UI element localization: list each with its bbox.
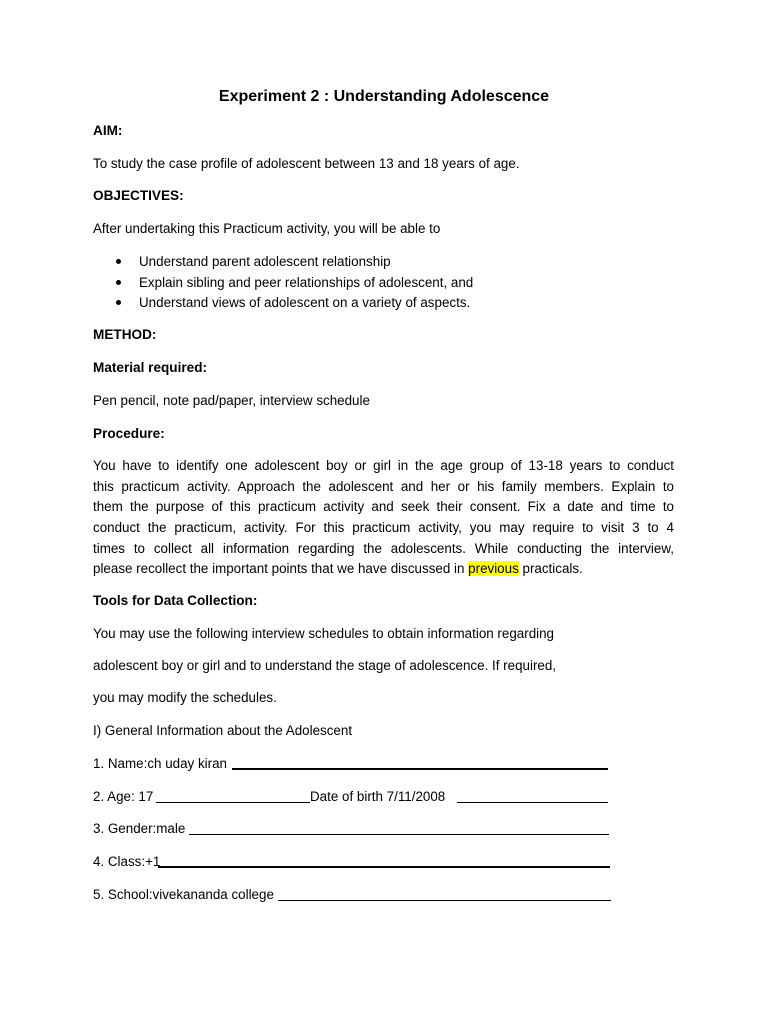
method-heading: METHOD: — [93, 327, 157, 342]
dob-underline — [457, 802, 608, 803]
procedure-line: times to collect all information regarding the adolescents. While conducting the interview, — [93, 540, 674, 556]
procedure-paragraph — [93, 456, 674, 580]
name-underline — [232, 768, 608, 770]
procedure-line: conduct the practicum, activity. For this practicum activity, you may require to visit 3 to 4 — [93, 520, 674, 536]
procedure-text: please recollect the important points that we have discussed in — [93, 561, 469, 577]
procedure-line: You have to identify one adolescent boy or girl in the age group of 13-18 years to conduct — [93, 458, 674, 473]
bullet-icon — [116, 259, 121, 264]
highlighted-word: previous — [468, 561, 519, 577]
class-underline — [158, 866, 610, 868]
school-underline — [278, 900, 611, 901]
material-text: Pen pencil, note pad/paper, interview schedule — [93, 393, 370, 408]
procedure-line — [93, 559, 674, 580]
procedure-text: practicals. — [518, 561, 583, 577]
objectives-heading: OBJECTIVES: — [93, 188, 184, 203]
gender-underline — [189, 834, 609, 835]
school-field: 5. School:vivekananda college — [93, 887, 274, 902]
class-field: 4. Class:+1 — [93, 854, 161, 869]
gender-field: 3. Gender:male — [93, 821, 186, 836]
dob-field: Date of birth 7/11/2008 — [310, 789, 446, 804]
objectives-intro: After undertaking this Practicum activity, you will be able to — [93, 221, 441, 236]
name-field: 1. Name:ch uday kiran — [93, 756, 227, 771]
age-field: 2. Age: 17 — [93, 789, 154, 804]
bullet-icon — [116, 280, 121, 285]
aim-text: To study the case profile of adolescent between 13 and 18 years of age. — [93, 156, 520, 171]
tools-text: you may modify the schedules. — [93, 690, 277, 705]
procedure-heading: Procedure: — [93, 426, 165, 441]
tools-heading: Tools for Data Collection: — [93, 593, 258, 608]
list-item: Explain sibling and peer relationships of adolescent, and — [139, 275, 474, 290]
aim-heading: AIM: — [93, 123, 123, 138]
age-underline — [156, 802, 310, 803]
section-heading: I) General Information about the Adolescent — [93, 723, 353, 738]
material-heading: Material required: — [93, 360, 208, 375]
procedure-line: them the purpose of this practicum activity and seek their consent. Fix a date and time to — [93, 499, 674, 515]
list-item: Understand parent adolescent relationship — [139, 254, 391, 269]
list-item: Understand views of adolescent on a variety of aspects. — [139, 295, 471, 310]
tools-text: adolescent boy or girl and to understand the stage of adolescence. If required, — [93, 658, 557, 673]
procedure-line: this practicum activity. Approach the adolescent and her or his family members. Explain to — [93, 478, 674, 494]
page-title: Experiment 2 : Understanding Adolescence — [218, 88, 550, 105]
tools-text: You may use the following interview schedules to obtain information regarding — [93, 626, 555, 641]
bullet-icon — [116, 300, 121, 305]
